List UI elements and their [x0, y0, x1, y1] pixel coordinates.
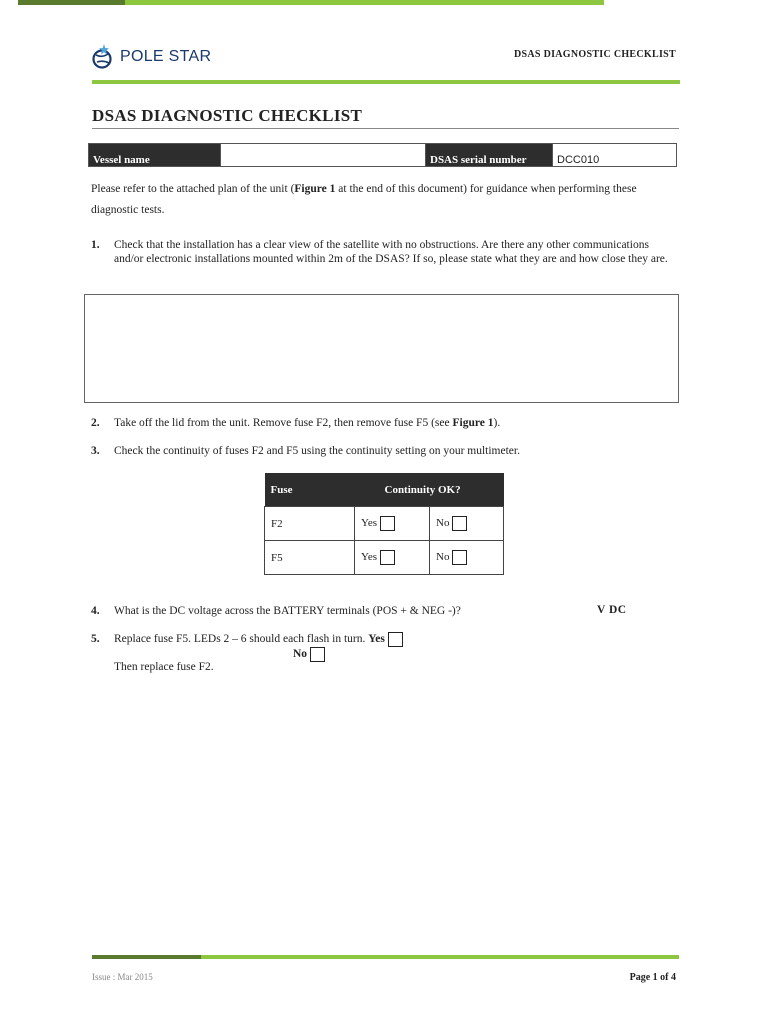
step-3	[91, 444, 674, 458]
step-1-answer-box[interactable]	[84, 294, 679, 403]
intro-text-end: at the end of this document) for guidance when performing these diagnostic tests.	[91, 183, 637, 216]
issue-date: Issue : Mar 2015	[92, 972, 153, 982]
step-4	[91, 604, 674, 618]
step-2-figure-ref: Figure 1	[452, 417, 494, 429]
f5-yes-checkbox[interactable]	[380, 550, 395, 565]
title-divider	[92, 128, 679, 129]
page-title: DSAS DIAGNOSTIC CHECKLIST	[92, 106, 363, 125]
step-number: 2.	[91, 417, 100, 429]
vessel-name-field[interactable]	[221, 144, 426, 167]
continuity-column-header: Continuity OK?	[355, 473, 504, 507]
table-row	[265, 507, 504, 541]
step-5-no-checkbox[interactable]	[310, 647, 325, 662]
top-accent-bar-dark	[18, 0, 125, 5]
step-5-no-label: No	[293, 648, 308, 661]
fuse-cell: F5	[265, 541, 355, 575]
top-accent-bar-light	[125, 0, 604, 5]
fuse-cell: F2	[265, 507, 355, 541]
yes-cell	[355, 541, 430, 575]
step-5-no-option	[293, 647, 325, 662]
no-label: No	[436, 551, 450, 564]
step-text: Check the continuity of fuses F2 and F5 using the continuity setting on your multimeter.	[114, 445, 520, 457]
step-1	[91, 238, 674, 266]
yes-label: Yes	[361, 517, 378, 530]
f2-no-checkbox[interactable]	[452, 516, 467, 531]
step-text	[114, 632, 674, 647]
vessel-name-label: Vessel name	[89, 144, 221, 167]
no-label: No	[436, 517, 450, 530]
step-5-yes-checkbox[interactable]	[388, 632, 403, 647]
page-number: Page 1 of 4	[629, 972, 676, 983]
step-5-text: Replace fuse F5. LEDs 2 – 6 should each flash in turn.	[114, 633, 366, 646]
intro-figure-ref: Figure 1	[294, 183, 336, 195]
f5-no-checkbox[interactable]	[452, 550, 467, 565]
step-5-followup: Then replace fuse F2.	[114, 661, 214, 673]
f2-yes-checkbox[interactable]	[380, 516, 395, 531]
fuse-continuity-table	[264, 473, 504, 575]
step-number: 3.	[91, 445, 100, 457]
step-2	[91, 416, 674, 430]
vessel-info-table	[88, 143, 677, 167]
running-header-title: DSAS DIAGNOSTIC CHECKLIST	[514, 49, 676, 60]
step-text	[114, 416, 674, 430]
no-cell	[430, 507, 504, 541]
serial-number-field[interactable]: DCC010	[553, 144, 677, 167]
yes-cell	[355, 507, 430, 541]
step-2-text-end: ).	[493, 417, 501, 429]
step-5	[91, 632, 674, 647]
serial-number-label: DSAS serial number	[426, 144, 553, 167]
no-cell	[430, 541, 504, 575]
brand-name: POLE STAR	[120, 48, 212, 65]
pole-star-logo	[92, 42, 211, 72]
globe-star-icon	[92, 43, 114, 71]
table-row	[265, 541, 504, 575]
step-number: 1.	[91, 239, 100, 251]
step-number: 5.	[91, 633, 100, 645]
step-5-yes-label: Yes	[368, 633, 385, 646]
footer-accent-bar-dark	[92, 955, 201, 959]
voltage-unit: V DC	[597, 604, 627, 616]
step-text: What is the DC voltage across the BATTERY terminals (POS + & NEG -)?	[114, 605, 461, 617]
step-2-text-start: Take off the lid from the unit. Remove fuse F2, then remove fuse F5 (see	[114, 417, 453, 429]
yes-label: Yes	[361, 551, 378, 564]
step-text: Check that the installation has a clear view of the satellite with no obstructions. Are there any other communications and/or electronic installations mounted within 2m of the DSAS? If so, please state what they are and how close they are.	[114, 239, 668, 265]
fuse-column-header: Fuse	[265, 473, 355, 507]
intro-text-start: Please refer to the attached plan of the unit (	[91, 183, 295, 195]
intro-paragraph	[91, 179, 681, 221]
header-rule	[92, 80, 680, 84]
step-number: 4.	[91, 605, 100, 617]
footer-accent-bar-light	[201, 955, 679, 959]
